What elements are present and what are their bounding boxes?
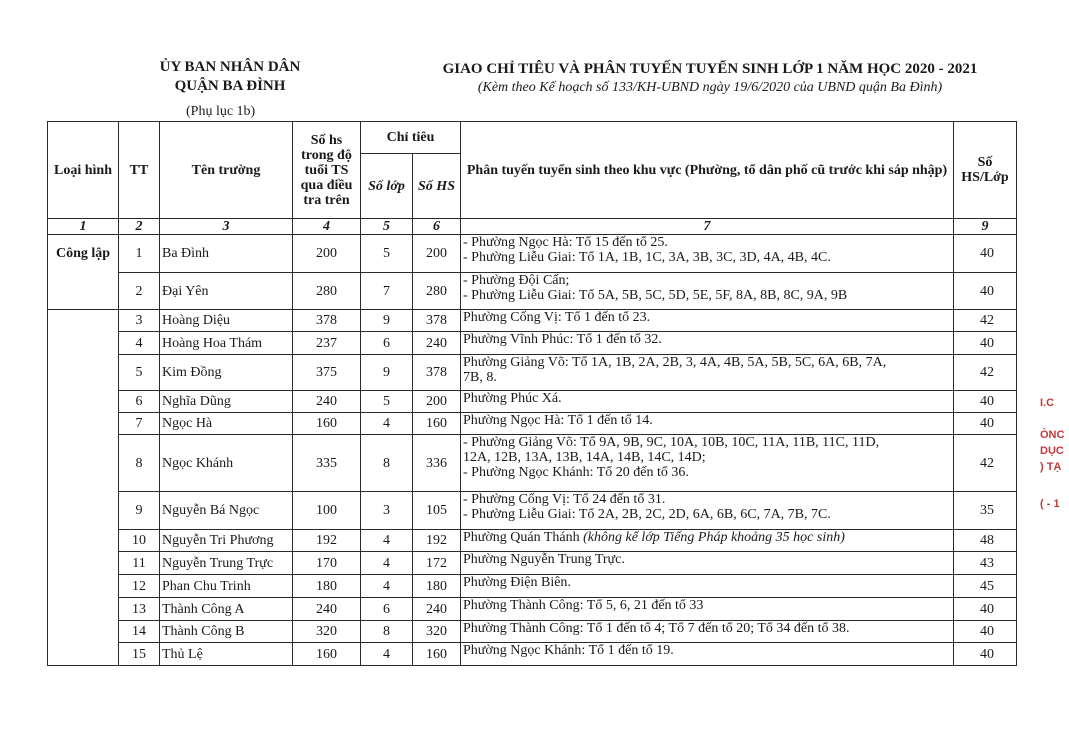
- area-line: - Phường Đội Cấn;: [463, 273, 570, 288]
- cell-classes: 9: [361, 355, 413, 391]
- column-number: 7: [461, 219, 954, 235]
- cell-school-name: Đại Yên: [160, 273, 293, 310]
- cell-school-name: Nguyễn Tri Phương: [160, 530, 293, 552]
- cell-students: 200: [413, 391, 461, 413]
- cell-per-class: 40: [954, 598, 1017, 621]
- cell-per-class: 40: [954, 273, 1017, 310]
- area-line: - Phường Cống Vị: Tổ 24 đến tổ 31.: [463, 492, 666, 507]
- cell-per-class: 42: [954, 310, 1017, 332]
- cell-surveyed: 378: [293, 310, 361, 332]
- table-row: [48, 552, 1017, 575]
- cell-surveyed: 200: [293, 235, 361, 273]
- cell-school-name: Kim Đồng: [160, 355, 293, 391]
- area-line: - Phường Ngọc Khánh: Tổ 20 đến tổ 36.: [463, 465, 689, 480]
- cell-areas: [461, 530, 954, 552]
- stamp-fragment: ÒNC: [1040, 429, 1065, 441]
- col-header-per-class: Số HS/Lớp: [954, 122, 1017, 219]
- cell-students: 240: [413, 598, 461, 621]
- cell-classes: 4: [361, 552, 413, 575]
- cell-tt: 9: [119, 492, 160, 530]
- col-header-quota: Chỉ tiêu: [361, 122, 461, 154]
- cell-classes: 4: [361, 575, 413, 598]
- table-row: [48, 643, 1017, 666]
- area-line: - Phường Giảng Võ: Tổ 9A, 9B, 9C, 10A, 10B, 10C, 11A, 11B, 11C, 11D,: [463, 435, 880, 450]
- cell-classes: 3: [361, 492, 413, 530]
- col-header-students: Số HS: [413, 154, 461, 219]
- cell-school-name: Thủ Lệ: [160, 643, 293, 666]
- cell-students: 378: [413, 310, 461, 332]
- cell-per-class: 40: [954, 643, 1017, 666]
- cell-students: 378: [413, 355, 461, 391]
- cell-students: 192: [413, 530, 461, 552]
- column-number: 6: [413, 219, 461, 235]
- cell-classes: 6: [361, 332, 413, 355]
- document-title: GIAO CHỈ TIÊU VÀ PHÂN TUYẾN TUYỂN SINH LỚP 1 NĂM HỌC 2020 - 2021: [442, 61, 978, 77]
- table-row: [48, 310, 1017, 332]
- cell-classes: 4: [361, 530, 413, 552]
- cell-surveyed: 280: [293, 273, 361, 310]
- column-number: 3: [160, 219, 293, 235]
- area-line: Phường Cống Vị: Tổ 1 đến tổ 23.: [463, 310, 651, 325]
- cell-students: 280: [413, 273, 461, 310]
- column-number: 5: [361, 219, 413, 235]
- area-line: Phường Điện Biên.: [463, 575, 571, 590]
- col-header-tt: TT: [119, 122, 160, 219]
- issuing-organization: [140, 58, 320, 96]
- cell-classes: 5: [361, 235, 413, 273]
- cell-tt: 5: [119, 355, 160, 391]
- cell-per-class: 42: [954, 435, 1017, 492]
- cell-tt: 7: [119, 413, 160, 435]
- area-line: - Phường Liễu Giai: Tổ 1A, 1B, 1C, 3A, 3B, 3C, 3D, 4A, 4B, 4C.: [463, 250, 831, 265]
- cell-school-name: Nghĩa Dũng: [160, 391, 293, 413]
- cell-surveyed: 320: [293, 621, 361, 643]
- col-header-school: Tên trường: [160, 122, 293, 219]
- column-number-row: [48, 219, 1017, 235]
- cell-surveyed: 375: [293, 355, 361, 391]
- cell-areas: [461, 575, 954, 598]
- stamp-fragment: I.C: [1040, 397, 1055, 409]
- cell-tt: 14: [119, 621, 160, 643]
- cell-per-class: 45: [954, 575, 1017, 598]
- stamp-fragment: ) TẠ: [1040, 461, 1062, 473]
- cell-tt: 6: [119, 391, 160, 413]
- cell-classes: 5: [361, 391, 413, 413]
- cell-per-class: 40: [954, 332, 1017, 355]
- cell-areas: [461, 235, 954, 273]
- area-note: (không kể lớp Tiếng Pháp khoảng 35 học sinh): [583, 530, 845, 545]
- area-line: 7B, 8.: [463, 370, 497, 385]
- area-line: - Phường Liễu Giai: Tổ 2A, 2B, 2C, 2D, 6A, 6B, 6C, 7A, 7B, 7C.: [463, 507, 831, 522]
- group-spacer: [48, 310, 119, 666]
- cell-school-name: Nguyễn Trung Trực: [160, 552, 293, 575]
- cell-areas: [461, 391, 954, 413]
- cell-classes: 8: [361, 621, 413, 643]
- table-row: [48, 332, 1017, 355]
- cell-students: 160: [413, 643, 461, 666]
- cell-surveyed: 170: [293, 552, 361, 575]
- column-number: 9: [954, 219, 1017, 235]
- cell-students: 336: [413, 435, 461, 492]
- area-line: Phường Vĩnh Phúc: Tổ 1 đến tổ 32.: [463, 332, 662, 347]
- cell-per-class: 43: [954, 552, 1017, 575]
- table-row: [48, 355, 1017, 391]
- table-row: [48, 530, 1017, 552]
- cell-surveyed: 237: [293, 332, 361, 355]
- table-row: [48, 413, 1017, 435]
- cell-students: 200: [413, 235, 461, 273]
- cell-surveyed: 160: [293, 643, 361, 666]
- table-row: [48, 598, 1017, 621]
- cell-surveyed: 335: [293, 435, 361, 492]
- group-label: Công lập: [48, 235, 119, 310]
- column-number: 4: [293, 219, 361, 235]
- cell-school-name: Phan Chu Trinh: [160, 575, 293, 598]
- cell-school-name: Ba Đình: [160, 235, 293, 273]
- cell-per-class: 40: [954, 391, 1017, 413]
- cell-classes: 4: [361, 643, 413, 666]
- area-line: Phường Thành Công: Tổ 1 đến tổ 4; Tổ 7 đến tổ 20; Tổ 34 đến tổ 38.: [463, 621, 850, 636]
- cell-school-name: Hoàng Hoa Thám: [160, 332, 293, 355]
- table-row: [48, 435, 1017, 492]
- cell-areas: [461, 598, 954, 621]
- cell-surveyed: 100: [293, 492, 361, 530]
- table-row: [48, 492, 1017, 530]
- cell-areas: [461, 310, 954, 332]
- area-line: Phường Giảng Võ: Tổ 1A, 1B, 2A, 2B, 3, 4A, 4B, 5A, 5B, 5C, 6A, 6B, 7A,: [463, 355, 887, 370]
- cell-per-class: 42: [954, 355, 1017, 391]
- cell-areas: [461, 355, 954, 391]
- area-line: Phường Phúc Xá.: [463, 391, 562, 406]
- cell-classes: 4: [361, 413, 413, 435]
- area-line: Phường Ngọc Hà: Tổ 1 đến tổ 14.: [463, 413, 653, 428]
- cell-tt: 2: [119, 273, 160, 310]
- cell-tt: 3: [119, 310, 160, 332]
- cell-areas: [461, 621, 954, 643]
- cell-surveyed: 240: [293, 391, 361, 413]
- cell-tt: 1: [119, 235, 160, 273]
- cell-surveyed: 240: [293, 598, 361, 621]
- table-row: [48, 273, 1017, 310]
- cell-school-name: Hoàng Diệu: [160, 310, 293, 332]
- cell-tt: 10: [119, 530, 160, 552]
- cell-tt: 4: [119, 332, 160, 355]
- cell-school-name: Nguyễn Bá Ngọc: [160, 492, 293, 530]
- cell-per-class: 40: [954, 621, 1017, 643]
- cell-surveyed: 180: [293, 575, 361, 598]
- org-line-1: ỦY BAN NHÂN DÂN: [159, 59, 301, 75]
- area-line: - Phường Ngọc Hà: Tổ 15 đến tổ 25.: [463, 235, 668, 250]
- cell-areas: [461, 332, 954, 355]
- col-header-surveyed: Số hs trong độ tuổi TS qua điều tra trên: [293, 122, 361, 219]
- cell-school-name: Thành Công B: [160, 621, 293, 643]
- cell-tt: 11: [119, 552, 160, 575]
- cell-per-class: 40: [954, 235, 1017, 273]
- cell-areas: [461, 492, 954, 530]
- cell-classes: 6: [361, 598, 413, 621]
- enrollment-table: [47, 121, 1017, 666]
- cell-per-class: 40: [954, 413, 1017, 435]
- cell-school-name: Thành Công A: [160, 598, 293, 621]
- cell-tt: 13: [119, 598, 160, 621]
- cell-areas: [461, 273, 954, 310]
- cell-students: 180: [413, 575, 461, 598]
- cell-per-class: 48: [954, 530, 1017, 552]
- cell-classes: 9: [361, 310, 413, 332]
- col-header-areas: Phân tuyến tuyển sinh theo khu vực (Phường, tổ dân phố cũ trước khi sáp nhập): [461, 122, 954, 219]
- cell-students: 105: [413, 492, 461, 530]
- cell-classes: 7: [361, 273, 413, 310]
- cell-surveyed: 160: [293, 413, 361, 435]
- cell-surveyed: 192: [293, 530, 361, 552]
- cell-areas: [461, 413, 954, 435]
- cell-areas: [461, 643, 954, 666]
- column-number: 2: [119, 219, 160, 235]
- cell-classes: 8: [361, 435, 413, 492]
- area-line: Phường Nguyễn Trung Trực.: [463, 552, 625, 567]
- stamp-fragment: ( - 1: [1040, 498, 1060, 510]
- cell-school-name: Ngọc Khánh: [160, 435, 293, 492]
- col-header-classes: Số lớp: [361, 154, 413, 219]
- table-row: [48, 575, 1017, 598]
- cell-students: 240: [413, 332, 461, 355]
- cell-tt: 12: [119, 575, 160, 598]
- cell-areas: [461, 435, 954, 492]
- cell-per-class: 35: [954, 492, 1017, 530]
- cell-areas: [461, 552, 954, 575]
- cell-tt: 15: [119, 643, 160, 666]
- cell-students: 160: [413, 413, 461, 435]
- cell-students: 172: [413, 552, 461, 575]
- column-number: 1: [48, 219, 119, 235]
- area-line: Phường Ngọc Khánh: Tổ 1 đến tổ 19.: [463, 643, 674, 658]
- col-header-type: Loại hình: [48, 122, 119, 219]
- cell-school-name: Ngọc Hà: [160, 413, 293, 435]
- area-line: Phường Thành Công: Tổ 5, 6, 21 đến tổ 33: [463, 598, 704, 613]
- area-line: Phường Quán Thánh: [463, 530, 580, 545]
- table-row: [48, 235, 1017, 273]
- org-line-2: QUẬN BA ĐÌNH: [174, 78, 286, 94]
- area-line: 12A, 12B, 13A, 13B, 14A, 14B, 14C, 14D;: [463, 450, 706, 465]
- stamp-fragment: DỤC: [1040, 445, 1064, 457]
- table-row: [48, 621, 1017, 643]
- document-subtitle: (Kèm theo Kế hoạch số 133/KH-UBND ngày 19/6/2020 của UBND quận Ba Đình): [477, 80, 943, 95]
- cell-tt: 8: [119, 435, 160, 492]
- annex-label: (Phụ lục 1b): [186, 104, 256, 119]
- cell-students: 320: [413, 621, 461, 643]
- area-line: - Phường Liễu Giai: Tổ 5A, 5B, 5C, 5D, 5E, 5F, 8A, 8B, 8C, 9A, 9B: [463, 288, 848, 303]
- table-row: [48, 391, 1017, 413]
